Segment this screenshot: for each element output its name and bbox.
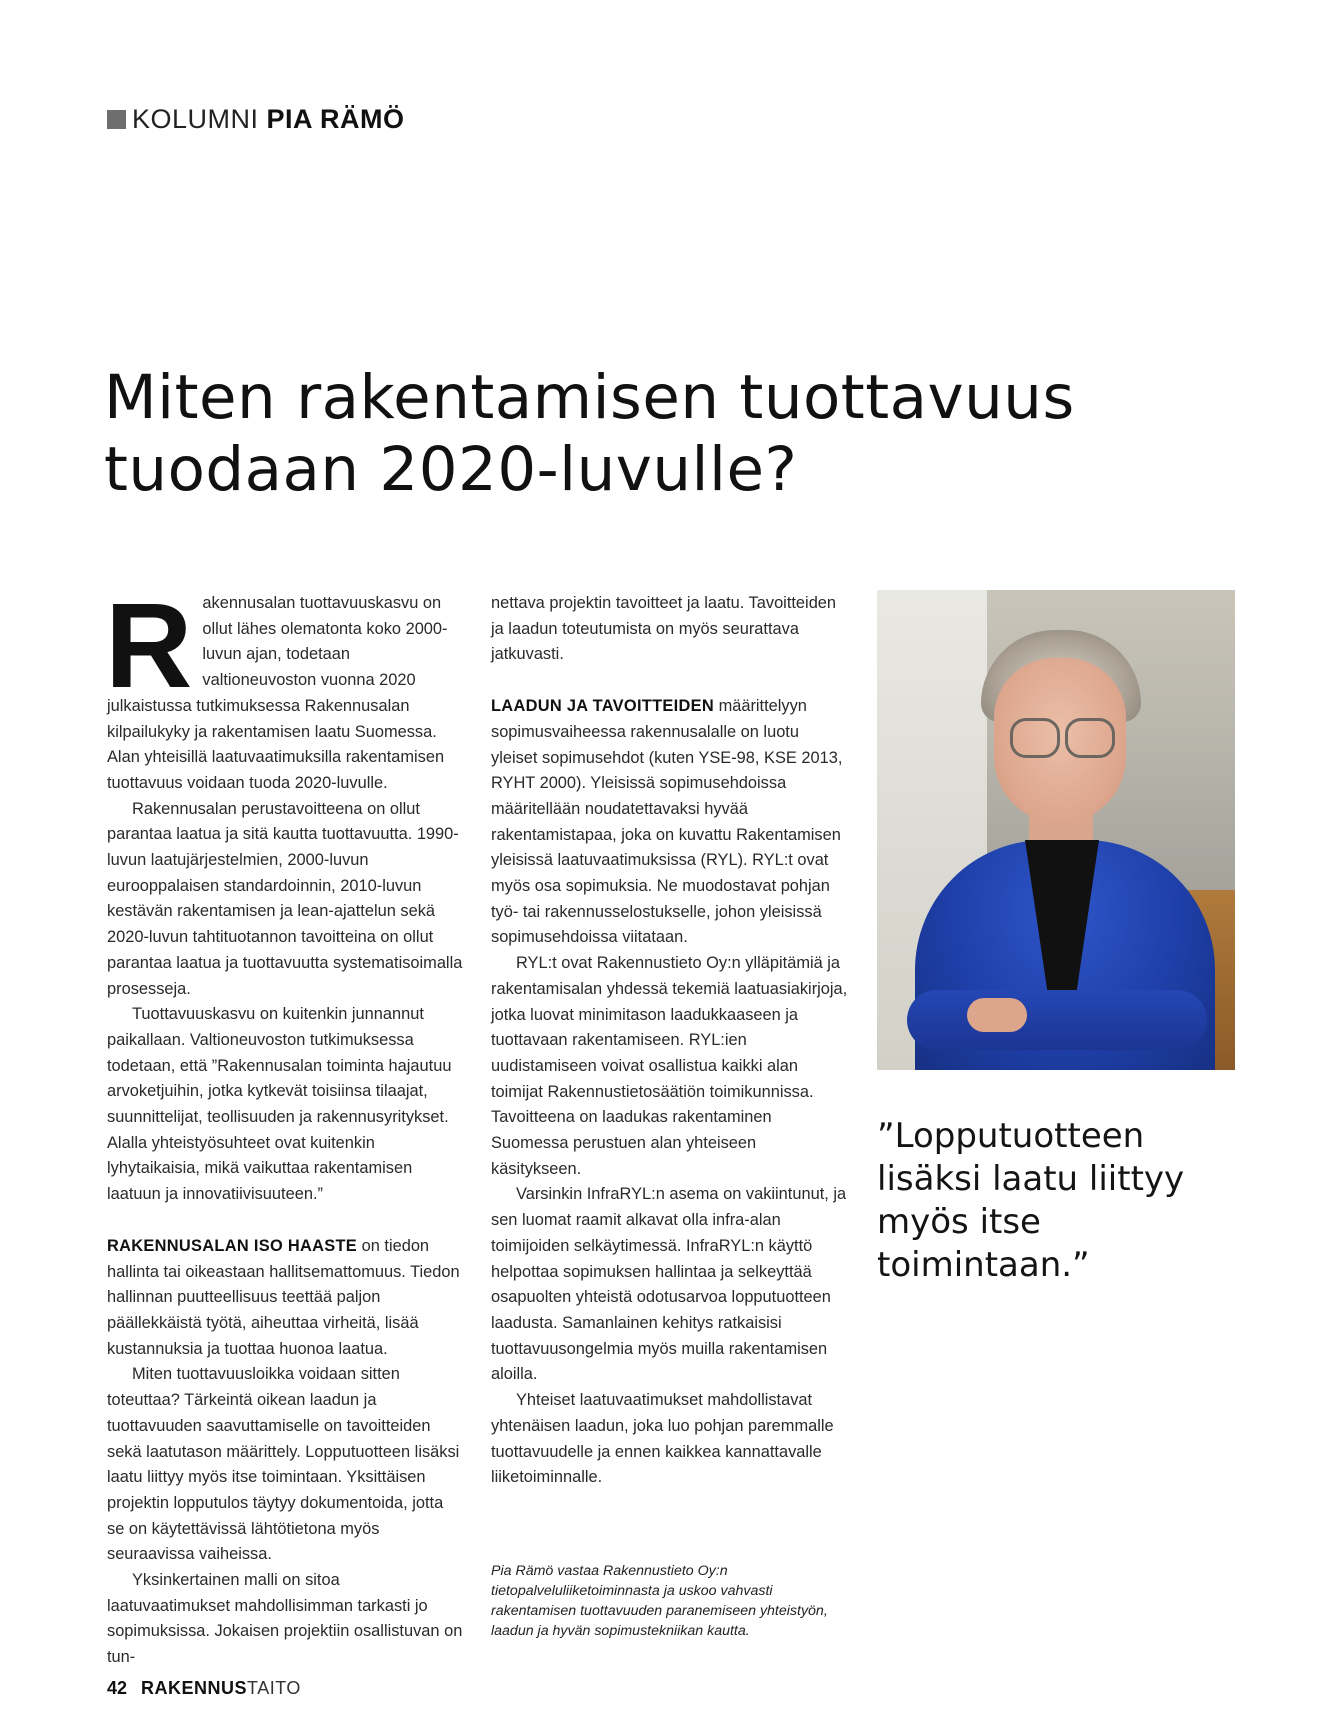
lead-in: LAADUN JA TAVOITTEIDEN — [491, 697, 715, 716]
magazine-name-bold: RAKENNUS — [141, 1677, 248, 1698]
kicker-author: PIA RÄMÖ — [266, 103, 405, 134]
paragraph — [105, 577, 465, 797]
page-footer — [107, 1675, 301, 1701]
body-column-2 — [491, 591, 849, 1491]
paragraph: Yksinkertainen malli on sitoa laatuvaatimukset mahdollisimman tarkasti jo sopimuksissa. Jokaisen projektiin osallistuvan on tun- — [107, 1571, 463, 1667]
paragraph: Varsinkin InfraRYL:n asema on vakiintunut, ja sen luomat raamit alkavat olla infra-alan toimijoiden selkäytimessä. InfraRYL:n käyttö helpottaa sopimuksen hallintaa ja selkeyttää osapuolten yhteistä odotusarvoa lopputuotteen laadusta. Samanlainen kehitys ratkaisisi tuottavuusongelmia myös muilla rakentamisen aloilla. — [491, 1185, 847, 1384]
author-bio: Pia Rämö vastaa Rakennustieto Oy:n tietopalveluliiketoiminnasta ja uskoo vahvasti rakentamisen tuottavuuden paranemiseen yhteistyön, laadun ja hyvän sopimustekniikan kautta. — [491, 1563, 828, 1639]
author-portrait — [877, 590, 1235, 1070]
paragraph — [491, 694, 849, 951]
dropcap: R — [105, 577, 193, 713]
kicker-label: KOLUMNI — [132, 103, 259, 134]
article-headline — [104, 362, 1224, 506]
lead-in: RAKENNUSALAN ISO HAASTE — [107, 1236, 358, 1255]
section-kicker — [107, 104, 405, 134]
paragraph — [107, 1234, 465, 1363]
page-number: 42 — [107, 1677, 128, 1698]
body-column-1 — [105, 577, 465, 1671]
kicker-square-icon — [107, 110, 126, 129]
magazine-name-light: TAITO — [247, 1677, 301, 1698]
paragraph-text: akennusalan tuottavuuskasvu on ollut lähes olematonta koko 2000-luvun ajan, todetaan valtioneuvoston vuonna 2020 julkaistussa tutkimuksessa Rakennusalan kilpailukyky ja rakentamisen laatu Suomessa. Alan yhteisillä laatuvaatimuksilla rakentamisen tuottavuus voidaan tuoda 2020-luvulle. — [107, 594, 448, 792]
paragraph: Tuottavuuskasvu on kuitenkin junnannut paikallaan. Valtioneuvoston tutkimuksessa todetaan, että ”Rakennusalan toiminta hajautuu arvoketjuihin, jotka kytkevät toisiinsa tilaajat, suunnittelijat, teollisuuden ja rakennusyritykset. Alalla yhteistyösuhteet ovat kuitenkin lyhytaikaisia, mikä vaikuttaa rakentamisen laatuun ja innovatiivisuuteen.” — [107, 1005, 452, 1204]
paragraph: Yhteiset laatuvaatimukset mahdollistavat yhtenäisen laadun, joka luo pohjan paremmalle tuottavuudelle ja ennen kaikkea kannattavalle liiketoiminnalle. — [491, 1391, 834, 1487]
paragraph: Miten tuottavuusloikka voidaan sitten toteuttaa? Tärkeintä oikean laadun ja tuottavuuden saavuttamiselle on tavoitteiden sekä laatutason määrittely. Lopputuotteen lisäksi laatu liittyy myös itse toimintaan. Yksittäisen projektin lopputulos täytyy dokumentoida, jotta se on käytettävissä lähtötietona myös seuraavissa vaiheissa. — [107, 1365, 460, 1564]
headline-line-1: Miten rakentamisen tuottavuus — [104, 362, 1075, 433]
paragraph-text: on tiedon hallinta tai oikeastaan hallitsemattomuus. Tiedon hallinnan puutteellisuus teettää paljon päällekkäistä työtä, aiheuttaa virheitä, lisää kustannuksia ja tuottaa huonoa laatua. — [107, 1236, 460, 1358]
paragraph: RYL:t ovat Rakennustieto Oy:n ylläpitämiä ja rakentamisalan yhdessä tekemiä laatuasiakirjoja, jotka luovat minimitason laadukkaaseen ja tuottavaan rakentamiseen. RYL:ien uudistamiseen voivat osallistua kaikki alan toimijat Rakennustietosäätiön toimikunnissa. Tavoitteena on laadukas rakentaminen Suomessa perustuen alan yhteiseen käsitykseen. — [491, 954, 848, 1178]
paragraph: nettava projektin tavoitteet ja laatu. Tavoitteiden ja laadun toteutumista on myös seurattava jatkuvasti. — [491, 594, 837, 664]
paragraph: Rakennusalan perustavoitteena on ollut parantaa laatua ja sitä kautta tuottavuutta. 1990-luvun laatujärjestelmien, 2000-luvun eurooppalaisen standardoinnin, 2010-luvun kestävän rakentamisen ja lean-ajattelun sekä 2020-luvun tahtituotannon tavoitteina on ollut parantaa laatua ja tuottavuutta systematisoimalla prosesseja. — [107, 799, 463, 998]
paragraph-text: määrittelyyn sopimusvaiheessa rakennusalalle on luotu yleiset sopimusehdot (kuten YSE-98, KSE 2013, RYHT 2000). Yleisissä sopimusehdoissa määritellään noudatettavaksi hyvää rakentamistapaa, joka on kuvattu Rakentamisen yleisissä laatuvaatimuksissa (RYL). RYL:t ovat myös osa sopimuksia. Ne muodostavat pohjan työ- tai rakennusselostukselle, johon yleisissä sopimusehdoissa viitataan. — [491, 697, 843, 947]
pull-quote: ”Lopputuotteen lisäksi laatu liittyy myös itse toimintaan.” — [877, 1116, 1185, 1285]
headline-line-2: tuodaan 2020-luvulle? — [104, 434, 798, 505]
